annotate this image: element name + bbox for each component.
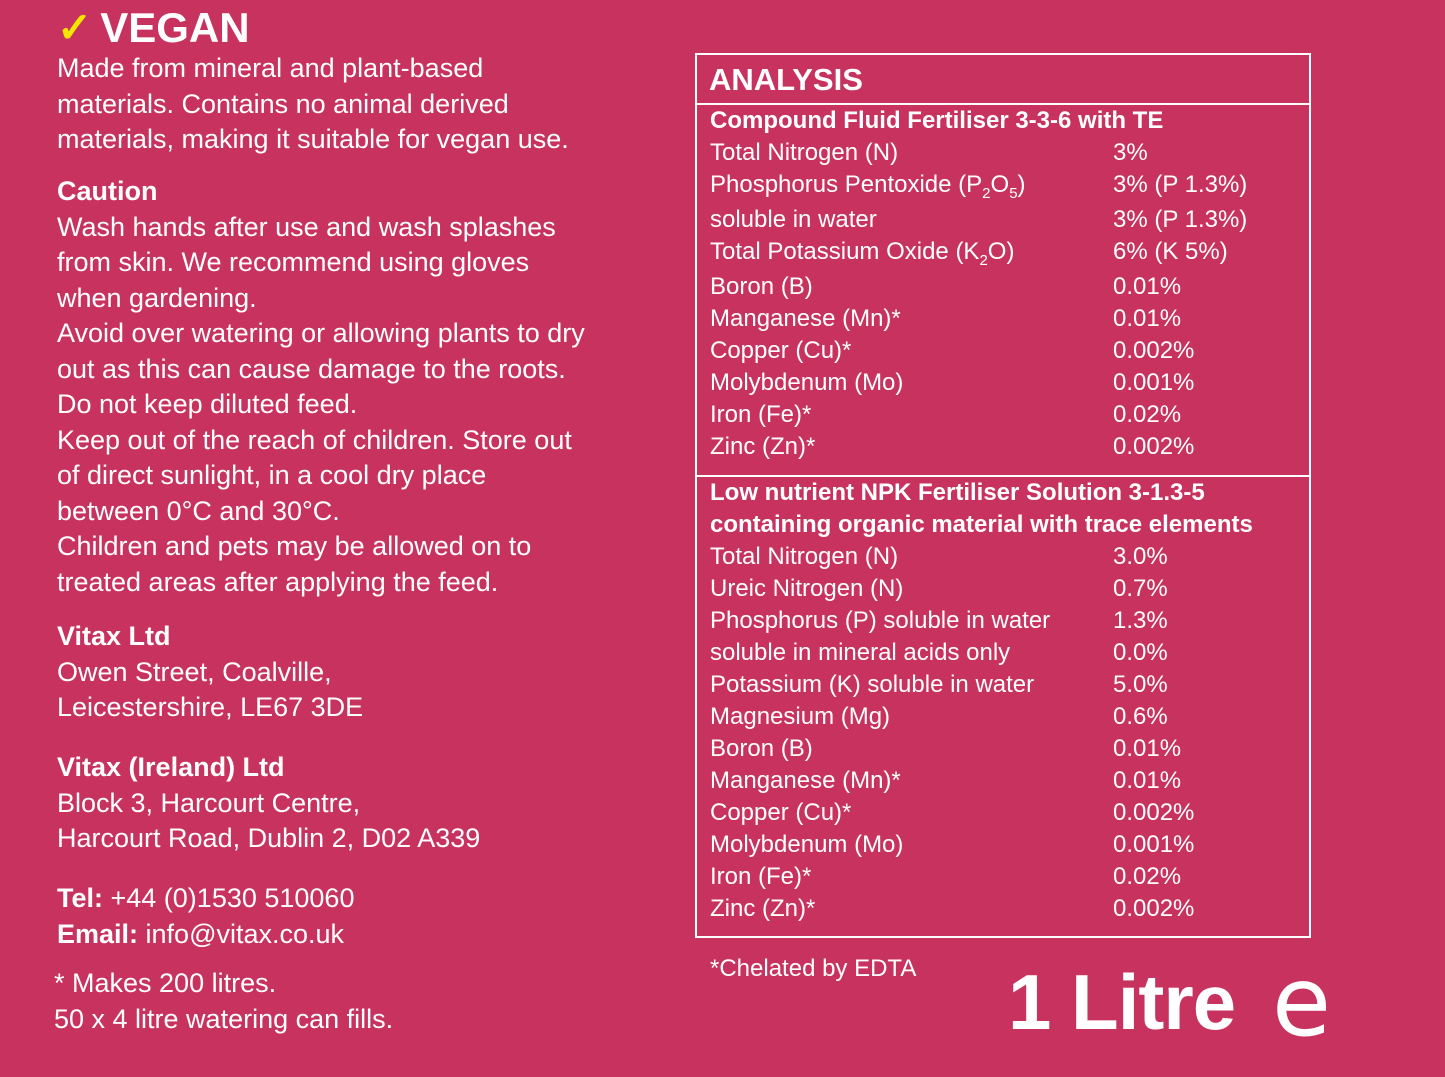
table-row: Molybdenum (Mo) 0.001% bbox=[710, 369, 1195, 396]
table-row: Zinc (Zn)* 0.002% bbox=[710, 433, 1195, 460]
estimated-sign-icon: e bbox=[1272, 946, 1332, 1058]
section-2-title: Low nutrient NPK Fertiliser Solution 3-1.3-5 bbox=[710, 479, 1205, 506]
table-row: Boron (B) 0.01% bbox=[710, 273, 1182, 300]
tel-line bbox=[57, 880, 354, 916]
email-address[interactable]: info@vitax.co.uk bbox=[138, 919, 345, 949]
vegan-line: materials. Contains no animal derived bbox=[57, 88, 509, 119]
address-line: Leicestershire, LE67 3DE bbox=[57, 692, 364, 722]
makes-line: * Makes 200 litres. bbox=[54, 968, 277, 998]
caution-line: out as this can cause damage to the roots. bbox=[57, 353, 566, 384]
analysis-section-1 bbox=[697, 105, 1309, 477]
address-line: Owen Street, Coalville, bbox=[57, 656, 332, 687]
caution-title: Caution bbox=[57, 176, 158, 206]
caution-line: of direct sunlight, in a cool dry place bbox=[57, 460, 487, 490]
email-line bbox=[57, 916, 354, 952]
table-row: Phosphorus (P) soluble in water 1.3% bbox=[710, 607, 1168, 634]
caution-line: Avoid over watering or allowing plants to dry bbox=[57, 318, 585, 348]
table-row: Total Potassium Oxide $(K_2O)$ 6% (K 5%) bbox=[710, 238, 1228, 269]
table-row: Ureic Nitrogen (N) 0.7% bbox=[710, 575, 1168, 602]
table-row: Phosphorus Pentoxide $(P_2O_5)$ 3% (P 1.3%) bbox=[710, 171, 1248, 202]
caution-line: from skin. We recommend using gloves bbox=[57, 247, 530, 277]
contact-block bbox=[57, 880, 354, 952]
analysis-header: ANALYSIS bbox=[697, 55, 1309, 105]
vegan-line: materials, making it suitable for vegan use. bbox=[57, 124, 569, 154]
company-uk-name: Vitax Ltd bbox=[57, 621, 171, 651]
caution-line: Do not keep diluted feed. bbox=[57, 389, 358, 419]
email-label: Email: bbox=[57, 919, 139, 949]
table-row: Boron (B) 0.01% bbox=[710, 735, 1182, 762]
table-row: Total Nitrogen (N) 3% bbox=[710, 139, 1148, 166]
table-row: Manganese (Mn)* 0.01% bbox=[710, 305, 1182, 332]
caution-line: Keep out of the reach of children. Store out bbox=[57, 424, 572, 455]
caution-line: Children and pets may be allowed on to bbox=[57, 531, 532, 561]
company-uk bbox=[57, 619, 363, 726]
table-row: Molybdenum (Mo) 0.001% bbox=[710, 831, 1195, 858]
section-2-title: containing organic material with trace elements bbox=[710, 511, 1253, 538]
company-ie-name: Vitax (Ireland) Ltd bbox=[57, 752, 285, 782]
section-1-title: Compound Fluid Fertiliser 3-3-6 with TE bbox=[710, 107, 1164, 134]
table-row: Copper (Cu)* 0.002% bbox=[710, 337, 1195, 364]
check-icon: ✓ bbox=[57, 4, 93, 51]
table-row: Manganese (Mn)* 0.01% bbox=[710, 767, 1182, 794]
caution-block bbox=[57, 174, 585, 600]
address-line: Harcourt Road, Dublin 2, D02 A339 bbox=[57, 823, 481, 853]
vegan-line: Made from mineral and plant-based bbox=[57, 53, 484, 83]
table-row: Potassium (K) soluble in water 5.0% bbox=[710, 671, 1168, 698]
tel-label: Tel: bbox=[57, 883, 103, 913]
table-row: soluble in mineral acids only 0.0% bbox=[710, 639, 1168, 666]
table-row: soluble in water 3% (P 1.3%) bbox=[710, 206, 1248, 233]
caution-line: treated areas after applying the feed. bbox=[57, 566, 499, 597]
analysis-box bbox=[695, 53, 1311, 938]
caution-line: when gardening. bbox=[57, 282, 257, 313]
chelated-footnote: *Chelated by EDTA bbox=[710, 955, 917, 982]
vegan-title: VEGAN bbox=[100, 4, 250, 51]
caution-line: between 0°C and 30°C. bbox=[57, 495, 340, 526]
vegan-heading bbox=[57, 4, 250, 52]
table-row: Magnesium (Mg) 0.6% bbox=[710, 703, 1168, 730]
makes-note bbox=[54, 965, 393, 1037]
tel-number[interactable]: +44 (0)1530 510060 bbox=[103, 883, 355, 913]
makes-line: 50 x 4 litre watering can fills. bbox=[54, 1004, 394, 1034]
caution-line: Wash hands after use and wash splashes bbox=[57, 211, 556, 242]
volume-label: 1 Litre bbox=[1008, 958, 1236, 1046]
address-line: Block 3, Harcourt Centre, bbox=[57, 787, 361, 818]
table-row: Iron (Fe)* 0.02% bbox=[710, 401, 1182, 428]
table-row: Copper (Cu)* 0.002% bbox=[710, 799, 1195, 826]
analysis-section-2 bbox=[697, 477, 1309, 925]
company-ie bbox=[57, 750, 480, 857]
vegan-text bbox=[57, 51, 569, 158]
table-row: Zinc (Zn)* 0.002% bbox=[710, 895, 1195, 922]
table-row: Total Nitrogen (N) 3.0% bbox=[710, 543, 1168, 570]
table-row: Iron (Fe)* 0.02% bbox=[710, 863, 1182, 890]
